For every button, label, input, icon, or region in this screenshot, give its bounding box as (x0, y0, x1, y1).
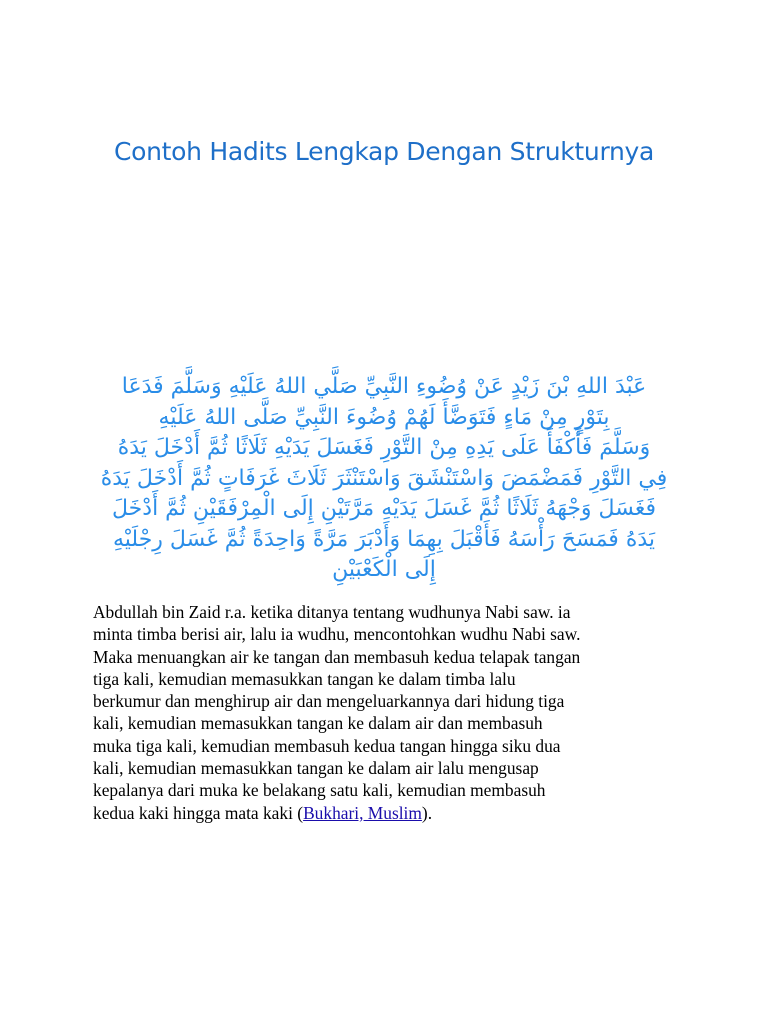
translation-last-line-prefix: kedua kaki hingga mata kaki ( (93, 802, 304, 823)
translation-line: minta timba berisi air, lalu ia wudhu, mencontohkan wudhu Nabi saw. (93, 624, 581, 645)
arabic-line: فَغَسَلَ وَجْهَهُ ثَلَاثًا ثُمَّ غَسَلَ يَدَيْهِ مَرَّتَيْنِ إِلَى الْمِرْفَقَيْنِ ثُمَّ أَدْخَلَ (112, 496, 656, 521)
arabic-line: إِلَى الْكَعْبَيْنِ (332, 557, 436, 582)
arabic-hadith-text (94, 372, 674, 586)
translation-line: Abdullah bin Zaid r.a. ketika ditanya tentang wudhunya Nabi saw. ia (93, 602, 571, 622)
translation-paragraph (93, 601, 683, 824)
arabic-line: وَسَلَّمَ فَأَكْفَأَ عَلَى يَدِهِ مِنْ التَّوْرِ فَغَسَلَ يَدَيْهِ ثَلَاثًا ثُمَّ أَدْخَلَ يَدَهُ (117, 435, 651, 460)
arabic-line: عَبْدَ اللهِ بْنَ زَيْدٍ عَنْ وُضُوءِ النَّبِيِّ صَلَّي اللهُ عَلَيْهِ وَسَلَّمَ فَدَعَا (121, 374, 647, 399)
translation-line: tiga kali, kemudian memasukkan tangan ke dalam timba lalu (93, 668, 516, 689)
translation-last-line (93, 802, 683, 824)
arabic-line: يَدَهُ فَمَسَحَ رَأْسَهُ فَأَقْبَلَ بِهِمَا وَأَدْبَرَ مَرَّةً وَاحِدَةً ثُمَّ غَسَلَ رِجْلَيْهِ (112, 526, 656, 552)
translation-line: muka tiga kali, kemudian membasuh kedua tangan hingga siku dua (93, 735, 561, 756)
translation-line: berkumur dan menghirup air dan mengeluarkannya dari hidung tiga (93, 691, 565, 712)
citation-link[interactable]: Bukhari, Muslim (303, 802, 422, 823)
arabic-line: بِتَوْرٍ مِنْ مَاءٍ فَتَوَضَّأَ لَهُمْ وُضُوءَ النَّبِيِّ صَلَّى اللهُ عَلَيْهِ (158, 404, 610, 430)
arabic-line: فِي التَّوْرِ فَمَضْمَضَ وَاسْتَنْشَقَ وَاسْتَنْثَرَ ثَلَاثَ غَرَفَاتٍ ثُمَّ أَدْخَلَ يَدَهُ (100, 465, 668, 491)
page-title: Contoh Hadits Lengkap Dengan Strukturnya (113, 137, 655, 166)
translation-line: kali, kemudian memasukkan tangan ke dalam air dan membasuh (93, 713, 543, 734)
translation-line: kali, kemudian memasukkan tangan ke dalam air lalu mengusap (93, 758, 539, 779)
translation-line: kepalanya dari muka ke belakang satu kali, kemudian membasuh (93, 780, 546, 801)
translation-last-line-suffix: ). (421, 802, 433, 823)
translation-line: Maka menuangkan air ke tangan dan membasuh kedua telapak tangan (93, 646, 581, 667)
